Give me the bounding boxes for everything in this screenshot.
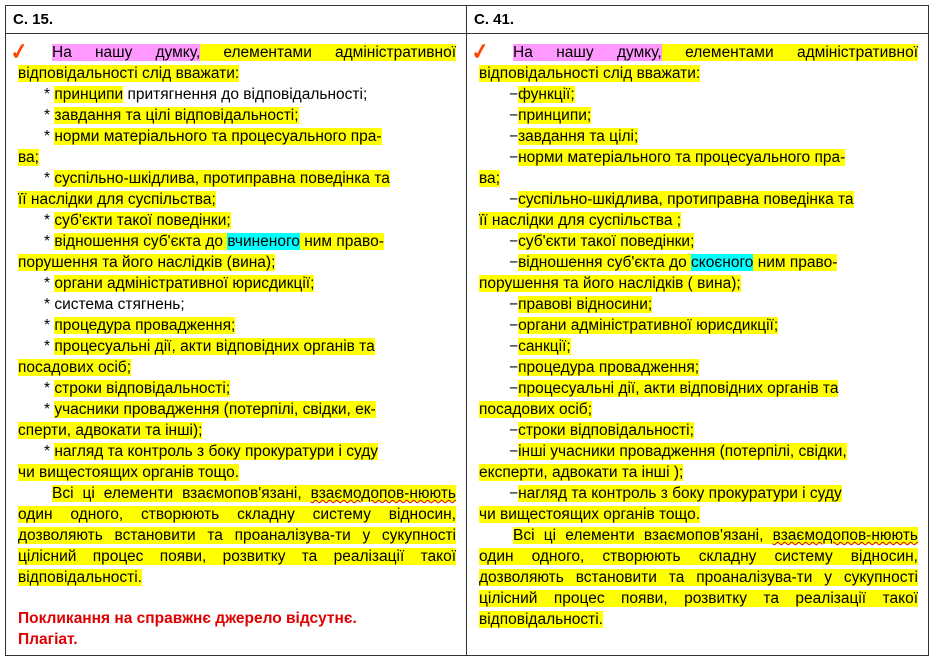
left-item-text: норми матеріального та процесуального пра- xyxy=(54,128,382,145)
left-item-text: суб'єкти такої поведінки; xyxy=(54,212,231,229)
right-item-text: функції; xyxy=(518,86,575,103)
right-list-item xyxy=(479,84,918,105)
left-intro-text: елементами адміністративної відповідальності слід вважати: xyxy=(18,44,457,82)
left-item-pre: * xyxy=(44,275,55,292)
left-list-item-continuation xyxy=(18,462,456,483)
left-item-text: строки відповідальності; xyxy=(54,380,231,397)
right-item-pre: − xyxy=(509,254,519,271)
left-intro xyxy=(18,42,456,84)
right-intro xyxy=(479,42,918,84)
left-list-item xyxy=(18,336,456,357)
right-item-text: санкції; xyxy=(518,338,571,355)
right-item-text: інші учасники провадження (потерпілі, свідки, xyxy=(518,443,847,460)
right-list-item xyxy=(479,189,918,210)
verdict-line-1: Покликання на справжнє джерело відсутнє. xyxy=(18,610,357,627)
right-list-item xyxy=(479,126,918,147)
right-list-item xyxy=(479,105,918,126)
right-list-item-continuation xyxy=(479,504,918,525)
comparison-table xyxy=(5,5,929,656)
left-list-item xyxy=(18,168,456,189)
left-item-cont: порушення та його наслідків (вина); xyxy=(18,254,276,271)
right-item-text: процесуальні дії, акти відповідних органів та xyxy=(518,380,839,397)
right-list-item xyxy=(479,147,918,168)
left-item-cont: ва; xyxy=(18,149,39,166)
left-item-text: органи адміністративної юрисдикції; xyxy=(54,275,315,292)
left-intro-highlight: На нашу думку, xyxy=(52,44,201,61)
left-item-text: суспільно-шкідлива, протиправна поведінка та xyxy=(54,170,390,187)
right-item-text: нагляд та контроль з боку прокуратури і суду xyxy=(518,485,842,502)
left-item-pre: * xyxy=(44,212,55,229)
verdict-line-2: Плагіат. xyxy=(18,631,78,648)
right-list-item-continuation xyxy=(479,210,918,231)
right-conclusion-wavy: взаємодопов-нюють xyxy=(772,527,918,544)
right-item-text: норми матеріального та процесуального пра- xyxy=(518,149,846,166)
right-conclusion xyxy=(479,525,918,630)
right-intro-highlight: На нашу думку, xyxy=(513,44,662,61)
left-list xyxy=(18,84,456,483)
right-item-text: правові відносини; xyxy=(518,296,653,313)
left-list-item-continuation xyxy=(18,147,456,168)
checkmark-icon: ✓ xyxy=(8,37,31,66)
left-item-text: нагляд та контроль з боку прокуратури і суду xyxy=(54,443,378,460)
right-item-pre: − xyxy=(509,317,519,334)
right-item-text: суб'єкти такої поведінки; xyxy=(518,233,695,250)
right-list-item xyxy=(479,378,918,399)
right-item-pre: − xyxy=(509,338,519,355)
right-item-pre: − xyxy=(509,422,519,439)
right-list-item-continuation xyxy=(479,168,918,189)
right-item-cyan: скоєного xyxy=(691,254,754,271)
right-list-item-continuation xyxy=(479,273,918,294)
right-list-item xyxy=(479,483,918,504)
right-column xyxy=(467,6,928,655)
right-list-item xyxy=(479,252,918,273)
right-intro-text: елементами адміністративної відповідальності слід вважати: xyxy=(479,44,919,82)
right-item-after: ним право- xyxy=(753,254,838,271)
right-list-item xyxy=(479,357,918,378)
right-item-text: строки відповідальності; xyxy=(518,422,694,439)
right-item-pre: − xyxy=(509,233,519,250)
right-item-text: органи адміністративної юрисдикції; xyxy=(518,317,779,334)
right-item-pre: − xyxy=(509,149,519,166)
left-item-pre: * xyxy=(44,380,55,397)
right-item-text: суспільно-шкідлива, протиправна поведінка та xyxy=(518,191,854,208)
left-item-text: завдання та цілі відповідальності; xyxy=(54,107,299,124)
left-list-item xyxy=(18,273,456,294)
left-item-pre: * xyxy=(44,86,55,103)
right-item-pre: − xyxy=(509,128,519,145)
left-item-pre: * xyxy=(44,401,55,418)
left-item-pre: * xyxy=(44,317,55,334)
right-header: С. 41. xyxy=(467,6,928,34)
left-list-item xyxy=(18,315,456,336)
left-conclusion-part1: Всі ці елементи взаємопов'язані, xyxy=(52,485,311,502)
left-verdict xyxy=(18,608,456,650)
left-item-pre: * xyxy=(44,107,55,124)
right-list xyxy=(479,84,918,525)
left-list-item xyxy=(18,294,456,315)
right-list-item xyxy=(479,441,918,462)
left-item-pre: * xyxy=(44,128,55,145)
left-conclusion-part2: один одного, створюють складну систему відносин, дозволяють встановити та проаналізува-ти у сукупності цілісний процес появи, розвитку та реалізації такої відповідальності. xyxy=(18,506,456,586)
checkmark-icon: ✓ xyxy=(469,37,492,66)
right-item-pre: − xyxy=(509,485,519,502)
right-item-pre: − xyxy=(509,296,519,313)
left-item-cont: сперти, адвокати та інші); xyxy=(18,422,203,439)
right-list-item xyxy=(479,231,918,252)
left-list-item xyxy=(18,399,456,420)
right-conclusion-part2: один одного, створюють складну систему відносин, дозволяють встановити та проаналізува-ти у сукупності цілісний процес появи, розвитку та реалізації такої відповідальності. xyxy=(479,548,918,628)
right-item-pre: − xyxy=(509,86,519,103)
left-body xyxy=(6,34,466,650)
left-list-item-continuation xyxy=(18,357,456,378)
left-item-text: процесуальні дії, акти відповідних органів та xyxy=(54,338,375,355)
right-item-cont: експерти, адвокати та інші ); xyxy=(479,464,684,481)
left-item-cont: її наслідки для суспільства; xyxy=(18,191,216,208)
left-list-item xyxy=(18,378,456,399)
right-item-pre: − xyxy=(509,380,519,397)
left-list-item xyxy=(18,84,456,105)
right-item-text: процедура провадження; xyxy=(518,359,700,376)
left-item-pre: * xyxy=(44,443,55,460)
right-list-item-continuation xyxy=(479,399,918,420)
left-column xyxy=(6,6,467,655)
right-item-text: завдання та цілі; xyxy=(518,128,639,145)
right-item-pre: − xyxy=(509,443,519,460)
right-list-item xyxy=(479,336,918,357)
right-list-item xyxy=(479,315,918,336)
left-item-pre: * xyxy=(44,170,55,187)
left-conclusion-wavy: взаємодопов-нюють xyxy=(310,485,456,502)
left-list-item-continuation xyxy=(18,189,456,210)
left-item-pre: * xyxy=(44,338,55,355)
left-list-item-continuation xyxy=(18,420,456,441)
right-item-cont: ва; xyxy=(479,170,500,187)
left-item-pre: * xyxy=(44,233,55,250)
left-item-text: процедура провадження; xyxy=(54,317,236,334)
right-item-cont: її наслідки для суспільства ; xyxy=(479,212,682,229)
left-list-item xyxy=(18,231,456,252)
right-body xyxy=(467,34,928,630)
left-item-plain: система стягнень; xyxy=(54,296,185,313)
right-list-item xyxy=(479,420,918,441)
left-header: С. 15. xyxy=(6,6,466,34)
left-item-cont: чи вищестоящих органів тощо. xyxy=(18,464,240,481)
left-item-text: учасники провадження (потерпілі, свідки, ек- xyxy=(54,401,376,418)
right-item-text: принципи; xyxy=(518,107,592,124)
left-list-item-continuation xyxy=(18,252,456,273)
right-item-pre: − xyxy=(509,107,519,124)
right-item-pre: − xyxy=(509,191,519,208)
right-item-text: відношення суб'єкта до xyxy=(518,254,692,271)
left-list-item xyxy=(18,105,456,126)
left-item-pre: * xyxy=(44,296,55,313)
left-item-after: ним право- xyxy=(299,233,384,250)
right-item-pre: − xyxy=(509,359,519,376)
right-item-cont: порушення та його наслідків ( вина); xyxy=(479,275,741,292)
right-conclusion-part1: Всі ці елементи взаємопов'язані, xyxy=(513,527,773,544)
left-item-cyan: вчиненого xyxy=(227,233,300,250)
right-item-cont: посадових осіб; xyxy=(479,401,592,418)
left-item-text: відношення суб'єкта до xyxy=(54,233,228,250)
left-conclusion xyxy=(18,483,456,588)
left-list-item xyxy=(18,126,456,147)
left-list-item xyxy=(18,210,456,231)
left-item-text: принципи xyxy=(54,86,124,103)
left-item-tail: притягнення до відповідальності; xyxy=(123,86,368,103)
right-list-item xyxy=(479,294,918,315)
left-item-cont: посадових осіб; xyxy=(18,359,131,376)
left-list-item xyxy=(18,441,456,462)
right-item-cont: чи вищестоящих органів тощо. xyxy=(479,506,701,523)
right-list-item-continuation xyxy=(479,462,918,483)
